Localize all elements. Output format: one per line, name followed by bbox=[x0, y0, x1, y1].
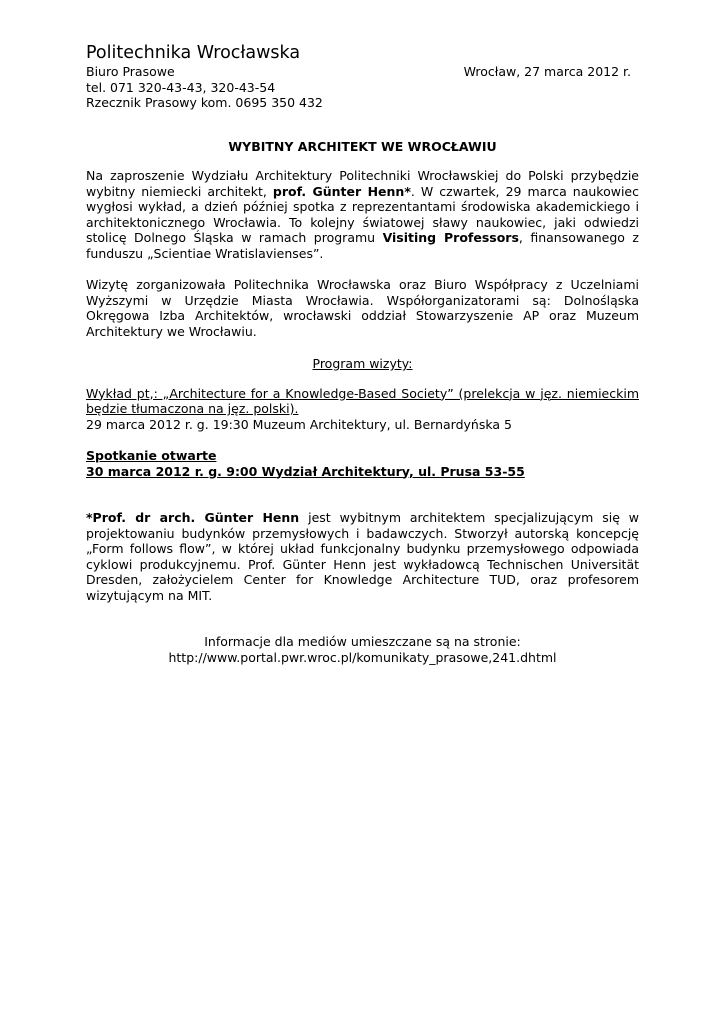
para1-text-1: Na zaproszenie Wydziału Architektury Politechniki Wrocławskiej do Polski przybędzie wybitny niemiecki architekt, bbox=[86, 168, 639, 199]
organization-name: Politechnika Wrocławska bbox=[86, 43, 301, 63]
media-url[interactable]: http://www.portal.pwr.wroc.pl/komunikaty_prasowe,241.dhtml bbox=[168, 649, 557, 665]
header-row bbox=[86, 64, 639, 80]
program-heading: Program wizyty: bbox=[312, 356, 413, 371]
meeting-section bbox=[86, 448, 639, 479]
department-name: Biuro Prasowe bbox=[86, 64, 175, 79]
lecture-time-place: 29 marca 2012 r. g. 19:30 Muzeum Architektury, ul. Bernardyńska 5 bbox=[86, 416, 512, 432]
para1-text-3: , finansowanego z funduszu „Scientiae Wratislavienses”. bbox=[86, 230, 639, 261]
document-title: WYBITNY ARCHITEKT WE WROCŁAWIU bbox=[228, 138, 497, 154]
biography-paragraph bbox=[86, 510, 639, 603]
paragraph-organizers: Wizytę zorganizowała Politechnika Wrocławska oraz Biuro Współpracy z Uczelniami Wyższymi w Urzędzie Miasta Wrocławia. Współorganizatorami są: Dolnośląska Okręgowa Izba Architektów, wrocławski oddział Stowarzyszenie AP oraz Muzeum Architektury we Wrocławiu. bbox=[86, 277, 639, 339]
press-release-page bbox=[86, 42, 639, 665]
release-date: Wrocław, 27 marca 2012 r. bbox=[463, 64, 631, 79]
phone-numbers: tel. 071 320-43-43, 320-43-54 bbox=[86, 79, 276, 95]
lecture-title: Wykład pt,: „Architecture for a Knowledge-Based Society” (prelekcja w jęz. niemieckim będzie tłumaczona na jęz. polski). bbox=[86, 385, 639, 416]
para1-text-2: . W czwartek, 29 marca naukowiec wygłosi wykład, a dzień później spotka z reprezentantami środowiska akademickiego i architektonicznego Wrocławia. To kolejny światowej sławy naukowiec, jaki odwiedzi stolicę Dolnego Śląska w ramach programu bbox=[86, 183, 639, 245]
media-info: Informacje dla mediów umieszczane są na stronie: bbox=[204, 634, 521, 649]
bio-text: jest wybitnym architektem specjalizującym się w projektowaniu budynków przemysłowych i badawczych. Stworzył autorską koncepcję „Form follows flow”, w której układ funkcjonalny budynku przemysłowego odpowiada cyklowi produkcyjnemu. Prof. Günter Henn jest wykładowcą Technischen Universität Dresden, założycielem Center for Knowledge Architecture TUD, oraz profesorem wizytującym na MIT. bbox=[86, 510, 639, 603]
meeting-time-place: 30 marca 2012 r. g. 9:00 Wydział Architektury, ul. Prusa 53-55 bbox=[86, 463, 525, 479]
footer bbox=[86, 634, 639, 665]
para1-bold-name: prof. Günter Henn* bbox=[272, 183, 411, 199]
bio-name: *Prof. dr arch. Günter Henn bbox=[86, 510, 300, 525]
meeting-title: Spotkanie otwarte bbox=[86, 448, 217, 463]
spokesperson-contact: Rzecznik Prasowy kom. 0695 350 432 bbox=[86, 95, 323, 110]
paragraph-invitation bbox=[86, 168, 639, 261]
para1-bold-program: Visiting Professors bbox=[382, 230, 519, 245]
